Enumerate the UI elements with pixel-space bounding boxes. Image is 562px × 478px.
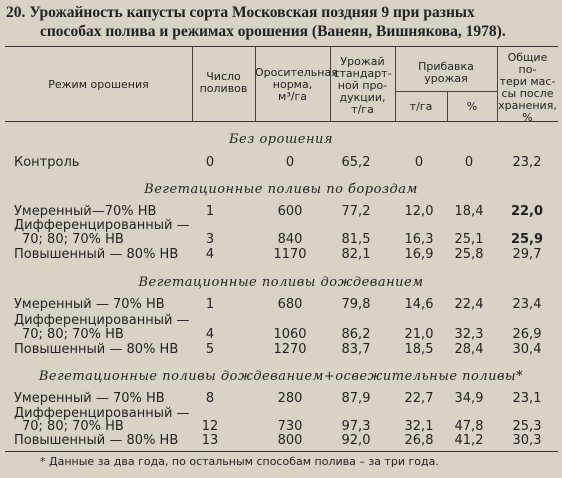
table-row: Умеренный — 70% НВ 8 280 87,9 22,7 34,9 23,1 [14, 391, 542, 406]
table-number: 20. [6, 4, 26, 21]
table-row: Повышенный — 80% НВ 4 1170 82,1 16,9 25,8 29,7 [14, 247, 542, 262]
table-row-name-line: Дифференцированный — [14, 218, 190, 233]
section-title-sprinkling: Вегетационные поливы дождеванием [138, 275, 424, 290]
table-header [5, 46, 558, 122]
table-row: 70; 80; 70% НВ 3 840 81,5 16,3 25,1 25,9 [22, 232, 544, 247]
table-row: 70; 80; 70% НВ 4 1060 86,2 21,0 32,3 26,9 [22, 327, 542, 342]
table-row: Повышенный — 80% НВ 5 1270 83,7 18,5 28,4 30,4 [14, 342, 542, 357]
section-title-no-irrigation: Без орошения [229, 132, 333, 147]
table-row: Повышенный — 80% НВ 13 800 92,0 26,8 41,2 30,3 [14, 433, 542, 448]
header-count: Число поливов [199, 70, 248, 95]
footnote: * Данные за два года, по остальным способам полива – за три года. [40, 455, 439, 468]
title-line-2: способах полива и режимах орошения (Ванеян, Вишнякова, 1978). [40, 23, 506, 40]
header-increase-pct: % [466, 100, 478, 113]
table-bottom-rule [5, 451, 558, 452]
table-row: 70; 80; 70% НВ 12 730 97,3 32,1 47,8 25,3 [22, 419, 542, 434]
table-row: Умеренный—70% НВ 1 600 77,2 12,0 18,4 22,0 [14, 204, 544, 219]
header-increase: Прибавка урожая [418, 60, 474, 85]
table-row: Контроль 0 0 65,2 0 0 23,2 [14, 155, 542, 170]
table-row-name-line: Дифференцированный — [14, 406, 190, 421]
section-title-sprinkling-refresh: Вегетационные поливы дождеванием+освежительные поливы* [38, 369, 524, 384]
table-row: Умеренный — 70% НВ 1 680 79,8 14,6 22,4 23,4 [14, 297, 542, 312]
table-row-name-line: Дифференцированный — [14, 313, 190, 328]
table-title [6, 3, 558, 41]
section-title-furrow: Вегетационные поливы по бороздам [144, 182, 418, 197]
title-line-1: Урожайность капусты сорта Московская поздняя 9 при разных [29, 4, 475, 21]
header-mode: Режим орошения [48, 78, 149, 91]
header-loss: Общие по- тери мас- сы после хранения, % [498, 51, 557, 124]
header-norm: Оросительная норма, м³/га [255, 66, 338, 103]
header-yield: Урожай стандарт- ной про- дукции, т/га [333, 55, 392, 116]
header-increase-tha: т/га [409, 100, 433, 113]
